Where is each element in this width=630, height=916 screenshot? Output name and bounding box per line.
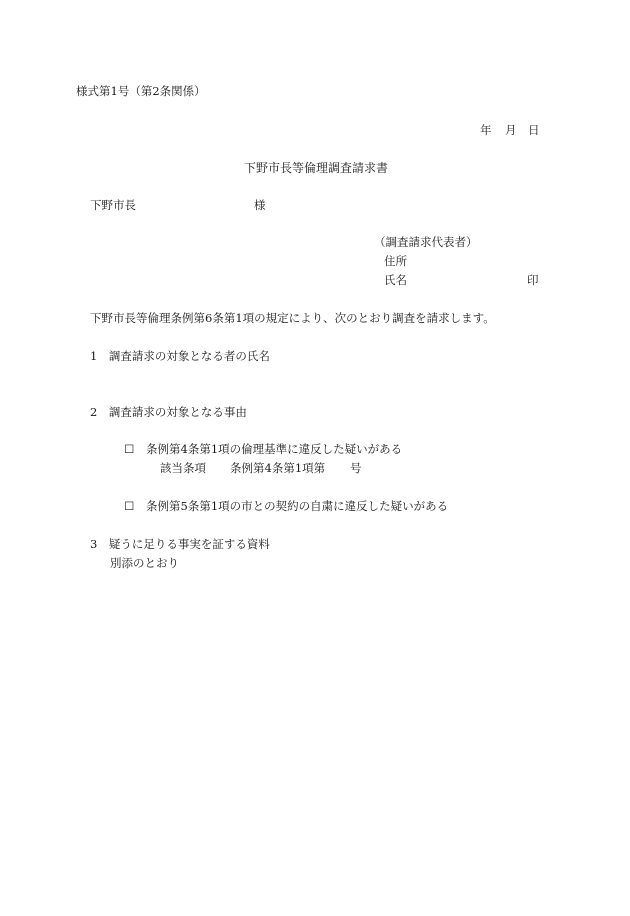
option-a-text: 条例第4条第1項の倫理基準に違反した疑いがある	[146, 442, 403, 456]
option-a-sub-suffix: 号	[350, 461, 362, 475]
document-title: 下野市長等倫理調査請求書	[244, 161, 389, 175]
addressee-honorific: 様	[254, 198, 266, 212]
date-year: 年	[480, 123, 492, 137]
date-month: 月	[505, 123, 517, 137]
seal-mark: 印	[527, 273, 539, 287]
section-3-content: 別添のとおり	[110, 556, 179, 570]
intro-text: 下野市長等倫理条例第6条第1項の規定により、次のとおり調査を請求します。	[90, 311, 495, 325]
addressee-name: 下野市長	[90, 198, 136, 212]
option-b-checkbox[interactable]: ☐	[124, 499, 135, 513]
requester-address-label: 住所	[384, 254, 407, 268]
requester-label: （調査請求代表者）	[374, 235, 478, 249]
option-b-text: 条例第5条第1項の市との契約の自粛に違反した疑いがある	[146, 499, 449, 513]
requester-name-label: 氏名	[384, 273, 407, 287]
section-1-title: 1 調査請求の対象となる者の氏名	[90, 349, 270, 363]
section-2-title: 2 調査請求の対象となる事由	[90, 405, 247, 419]
option-a-sub-label: 該当条項	[160, 461, 206, 475]
section-3-title: 3 疑うに足りる事実を証する資料	[90, 537, 270, 551]
option-a-sub-value: 条例第4条第1項第	[230, 461, 326, 475]
date-day: 日	[528, 123, 540, 137]
option-a-checkbox[interactable]: ☐	[124, 442, 135, 456]
form-number: 様式第1号（第2条関係）	[76, 84, 206, 98]
